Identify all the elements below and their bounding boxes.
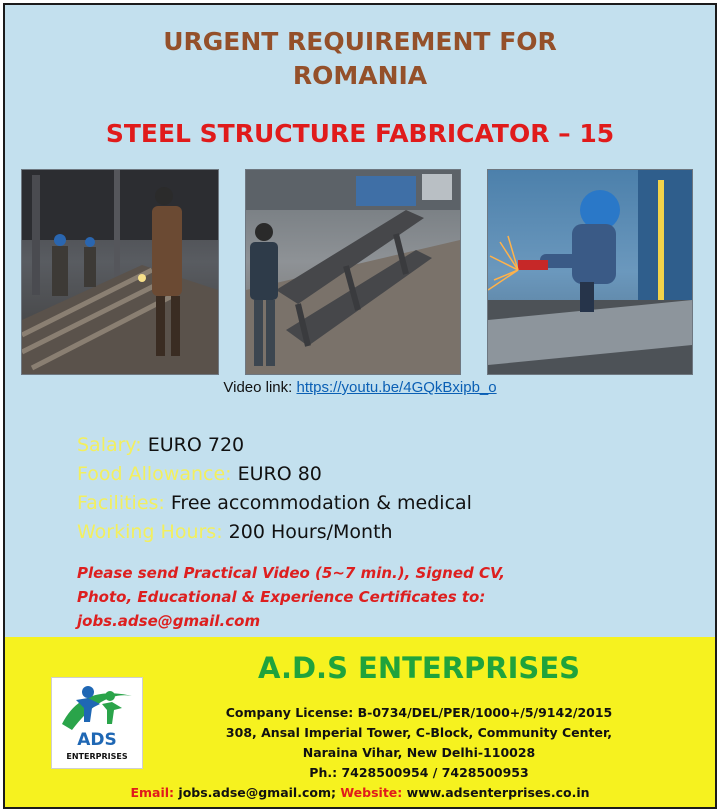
note-line-1: Please send Practical Video (5~7 min.), Signed CV, [77,564,505,582]
company-email[interactable]: jobs.adse@gmail.com; [178,785,336,800]
company-license: Company License: B-0734/DEL/PER/1000+/5/9142/2015 [225,705,613,720]
company-contact-line [5,785,715,800]
headline-line-2: ROMANIA [292,61,428,90]
detail-salary [77,431,472,460]
email-label: Email: [130,785,175,800]
address-line-2: Naraina Vihar, New Delhi-110028 [302,745,536,760]
headline [5,25,715,93]
video-link[interactable]: https://youtu.be/4GQkBxipb_o [296,379,497,396]
detail-facilities [77,489,472,518]
detail-working-hours [77,518,472,547]
ads-logo [51,677,143,769]
company-footer [5,637,715,807]
application-note [77,561,677,633]
working-hours-value: 200 Hours/Month [228,521,393,543]
address-line-1: 308, Ansal Imperial Tower, C-Block, Community Center, [225,725,613,740]
salary-value: EURO 720 [147,434,245,456]
video-link-line [5,379,715,396]
grinding-worker-photo [487,169,693,375]
position-title: STEEL STRUCTURE FABRICATOR – 15 [105,119,615,148]
salary-label: Salary: [77,434,142,456]
steel-frame-workshop-photo [245,169,461,375]
note-line-2: Photo, Educational & Experience Certificates to: [77,588,486,606]
website-label: Website: [340,785,403,800]
job-details [77,431,472,547]
video-link-label: Video link: [223,379,293,396]
facilities-value: Free accommodation & medical [170,492,472,514]
food-allowance-value: EURO 80 [237,463,322,485]
logo-figures-icon [52,678,142,738]
note-email[interactable]: jobs.adse@gmail.com [77,612,261,630]
company-phone: Ph.: 7428500954 / 7428500953 [309,765,529,780]
logo-subtext: ENTERPRISES [66,752,128,761]
detail-food-allowance [77,460,472,489]
company-name: A.D.S ENTERPRISES [257,651,581,685]
logo-text: ADS [77,730,117,750]
job-flyer [3,3,717,809]
food-allowance-label: Food Allowance: [77,463,232,485]
headline-line-1: URGENT REQUIREMENT FOR [163,27,557,56]
facilities-label: Facilities: [77,492,165,514]
working-hours-label: Working Hours: [77,521,223,543]
welders-workshop-photo [21,169,219,375]
company-website[interactable]: www.adsenterprises.co.in [406,785,590,800]
company-address-block [139,703,699,783]
